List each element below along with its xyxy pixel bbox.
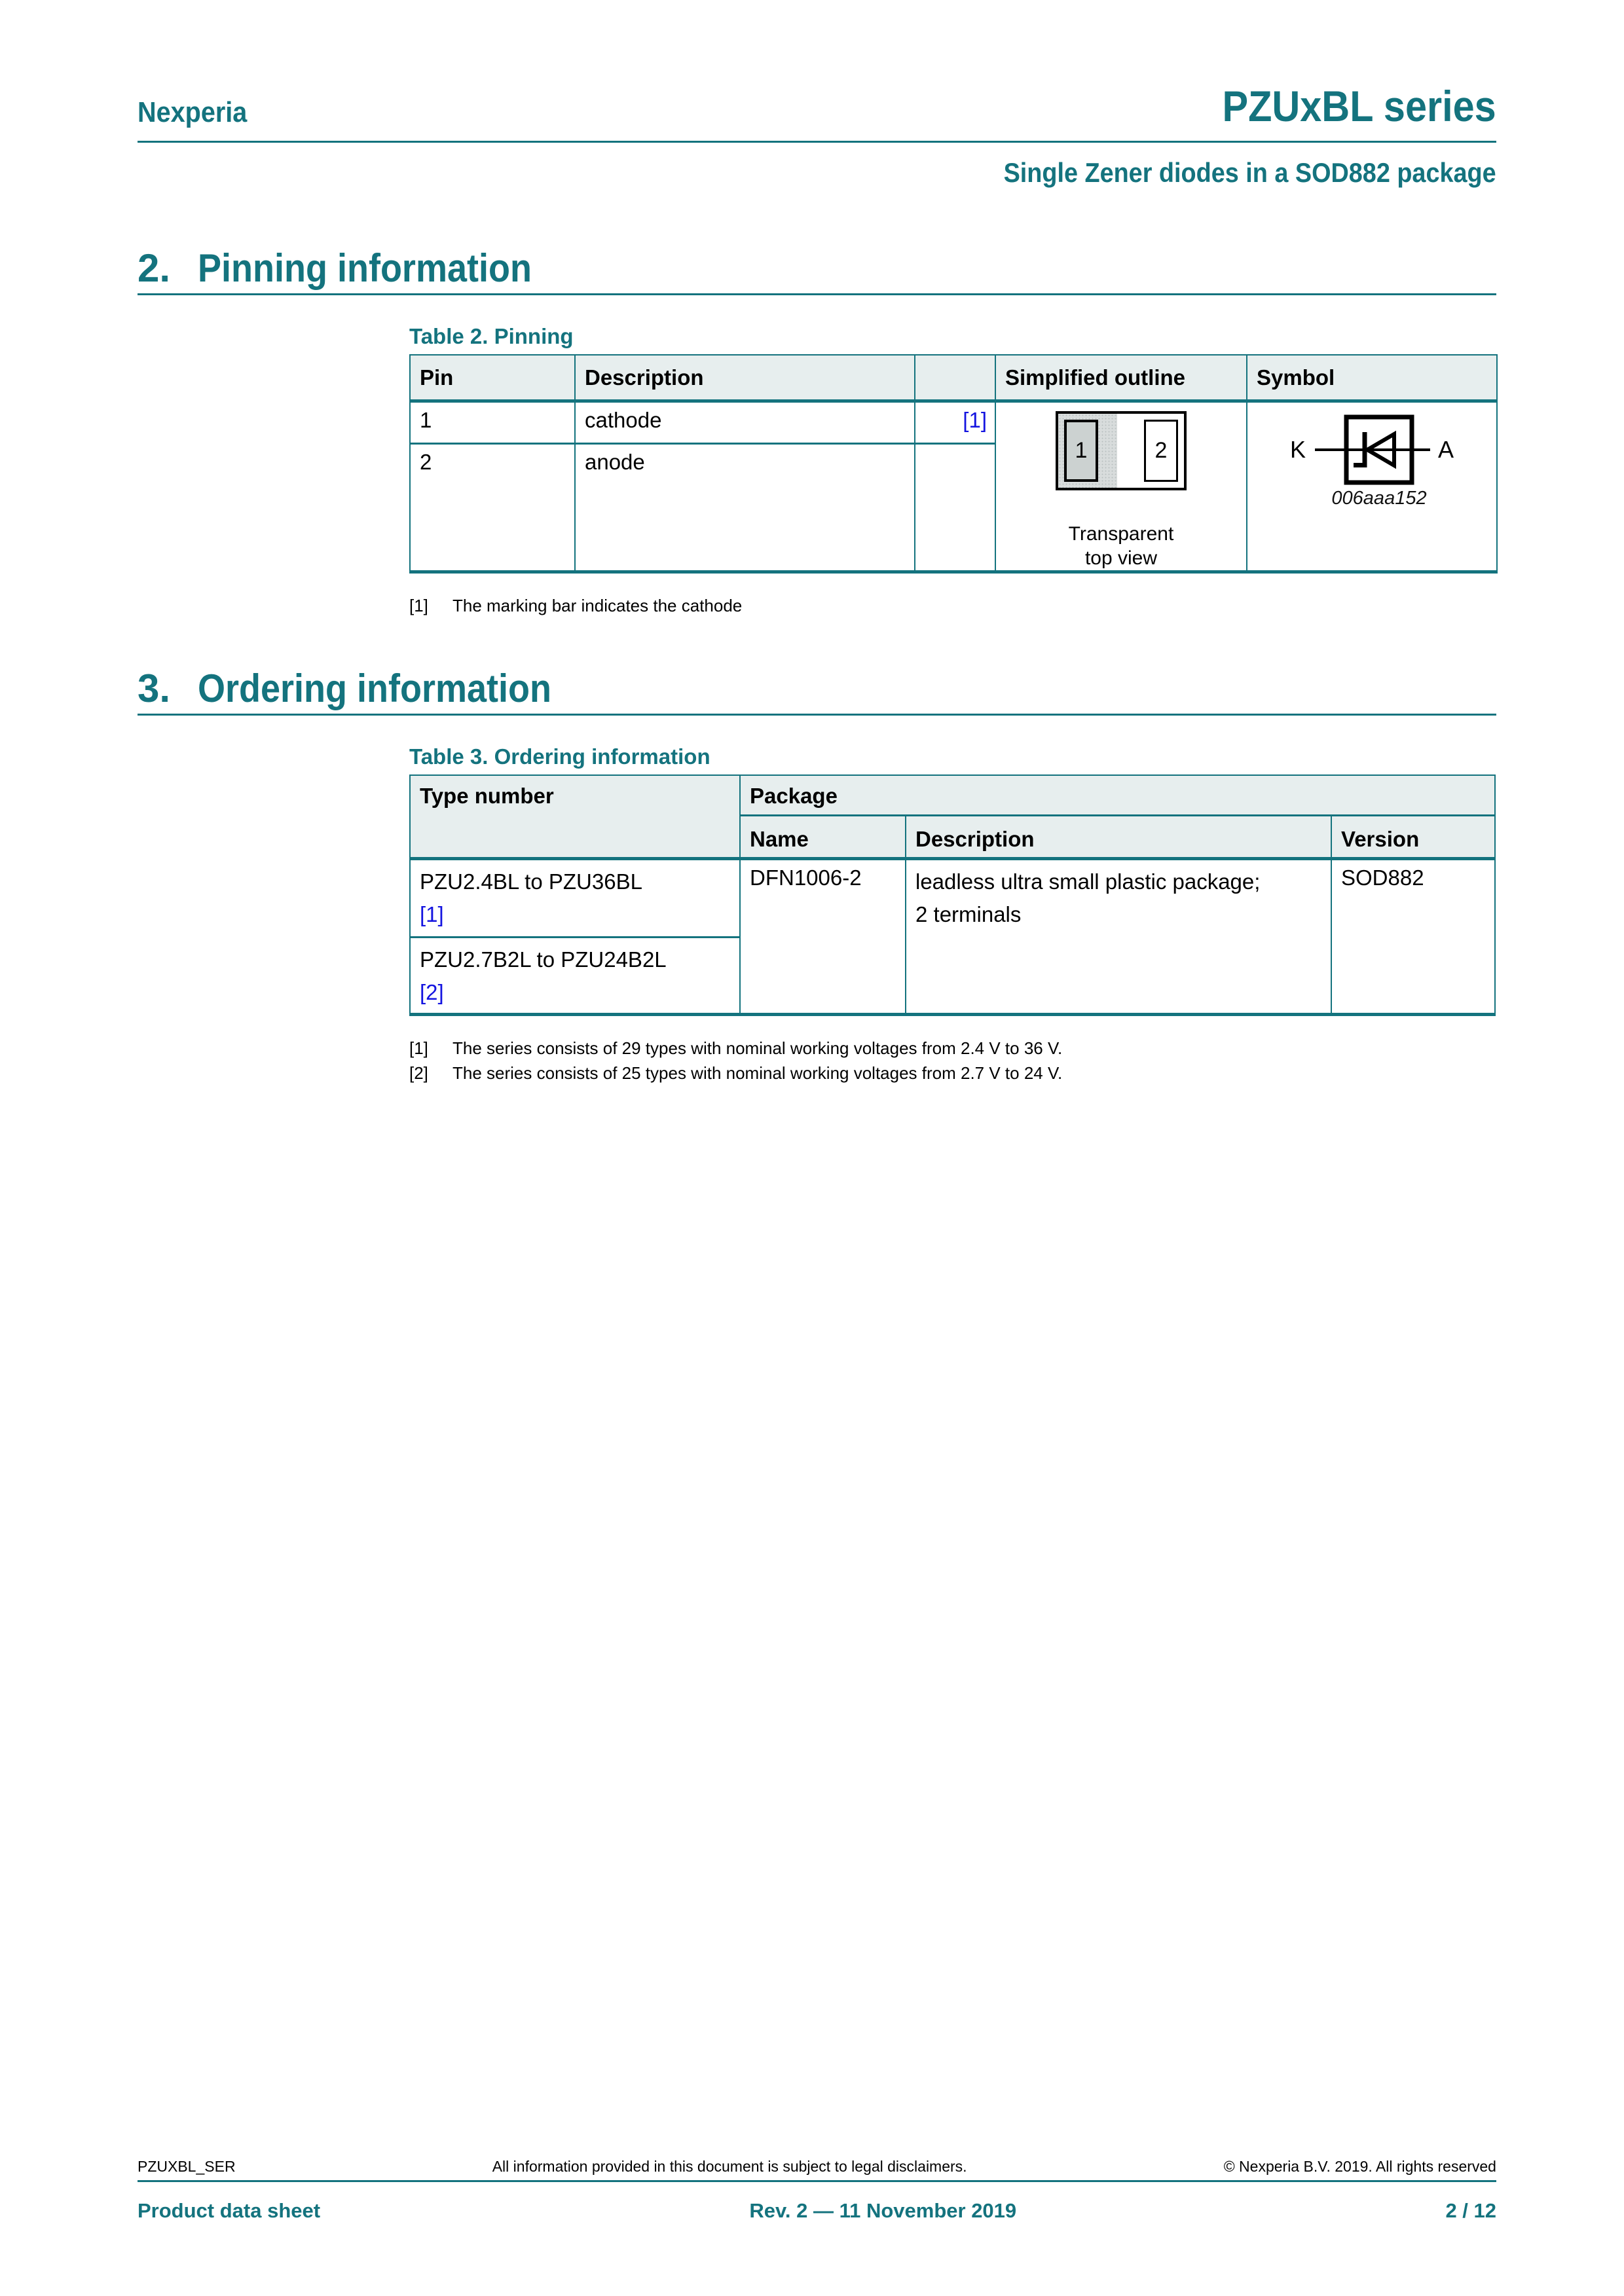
section-pinning-number: 2. [138, 246, 171, 291]
pinning-footnotes [409, 593, 1496, 618]
footnote-ref-1-link[interactable]: [1] [963, 407, 987, 432]
section-ordering-rule [138, 714, 1496, 716]
pinning-header-row [410, 355, 1497, 401]
diode-symbol-figure [1290, 408, 1454, 513]
pinning-table [409, 354, 1498, 574]
outline-caption [1056, 522, 1187, 570]
cathode-label: K [1290, 435, 1306, 463]
package-description-line2: 2 terminals [915, 902, 1022, 927]
pin2-pad-label: 2 [1154, 437, 1168, 463]
footer-main-row [138, 2199, 1496, 2223]
col-header-note [915, 355, 995, 401]
section-ordering-number: 3. [138, 666, 171, 710]
col-header-package: Package [740, 775, 1495, 816]
pin-description-cell: anode [575, 444, 915, 572]
col-header-package-description: Description [906, 816, 1331, 859]
pin-note-cell [915, 401, 995, 444]
footnote-text: The marking bar indicates the cathode [452, 595, 743, 615]
header-rule [138, 141, 1496, 143]
page-header [138, 0, 1496, 129]
section-ordering-heading [138, 668, 1496, 710]
section-pinning-title: Pinning information [198, 246, 532, 291]
footnote-marker: [2] [409, 1063, 428, 1084]
footnote [409, 593, 1496, 618]
package-name-cell: DFN1006-2 [740, 859, 906, 1015]
footer-rule [138, 2180, 1496, 2182]
ordering-table-caption: Table 3. Ordering information [409, 744, 710, 769]
brand-logo: Nexperia [138, 96, 248, 129]
footnote [409, 1036, 1496, 1061]
table-row [410, 859, 1495, 938]
ordering-table [409, 774, 1496, 1017]
type-number-cell [410, 859, 740, 938]
footer-revision: Rev. 2 — 11 November 2019 [749, 2199, 1017, 2222]
section-ordering-title: Ordering information [198, 666, 551, 710]
page-footer [138, 2158, 1496, 2223]
footer-page-number: 2 / 12 [1445, 2199, 1496, 2222]
col-header-simplified-outline: Simplified outline [995, 355, 1247, 401]
pin-description-cell: cathode [575, 401, 915, 444]
footnote-marker: [1] [409, 595, 428, 615]
col-header-symbol: Symbol [1247, 355, 1497, 401]
pin-number-cell: 1 [410, 401, 575, 444]
type-number-cell [410, 938, 740, 1015]
col-header-name: Name [740, 816, 906, 859]
footnote-ref-1-link[interactable]: [1] [420, 902, 444, 927]
simplified-outline-cell [995, 401, 1247, 572]
footnote-text: The series consists of 29 types with nominal working voltages from 2.4 V to 36 V. [452, 1038, 1063, 1059]
footer-copyright: © Nexperia B.V. 2019. All rights reserved [1223, 2158, 1496, 2175]
outline-caption-line1: Transparent [1068, 522, 1174, 545]
symbol-cell [1247, 401, 1497, 572]
pin2-pad [1144, 420, 1178, 482]
section-pinning-heading [138, 247, 1496, 289]
pin-note-cell [915, 444, 995, 572]
pin1-pad-label: 1 [1075, 437, 1088, 463]
subtitle-row [138, 157, 1496, 189]
doc-subtitle: Single Zener diodes in a SOD882 package [1003, 157, 1496, 189]
ordering-footnotes [409, 1036, 1496, 1085]
package-description-cell [906, 859, 1331, 1015]
footer-doc-type: Product data sheet [138, 2199, 321, 2222]
footnote-marker: [1] [409, 1038, 428, 1059]
col-header-description: Description [575, 355, 915, 401]
footnote [409, 1061, 1496, 1085]
package-version-cell: SOD882 [1331, 859, 1495, 1015]
section-pinning-rule [138, 293, 1496, 295]
pin1-pad [1064, 420, 1098, 482]
page-title: PZUxBL series [1222, 82, 1496, 130]
package-description-line1: leadless ultra small plastic package; [915, 869, 1261, 894]
pin-number-cell: 2 [410, 444, 575, 572]
footer-doc-id: PZUXBL_SER [138, 2158, 236, 2175]
col-header-type-number: Type number [410, 775, 740, 859]
footnote-text: The series consists of 25 types with nominal working voltages from 2.7 V to 24 V. [452, 1063, 1063, 1084]
footer-meta-row [138, 2158, 1496, 2176]
figure-code: 006aaa152 [1331, 487, 1427, 509]
table-row [410, 401, 1497, 444]
package-outline-figure [1056, 411, 1187, 570]
ordering-header-row1 [410, 775, 1495, 816]
type-range: PZU2.4BL to PZU36BL [420, 869, 642, 894]
footer-disclaimer: All information provided in this document is subject to legal disclaimers. [492, 2158, 967, 2175]
type-range: PZU2.7B2L to PZU24B2L [420, 947, 667, 972]
col-header-version: Version [1331, 816, 1495, 859]
pinning-table-caption: Table 2. Pinning [409, 324, 574, 349]
footnote-ref-2-link[interactable]: [2] [420, 980, 444, 1005]
package-body [1056, 411, 1187, 490]
outline-caption-line2: top view [1084, 547, 1158, 569]
col-header-pin: Pin [410, 355, 575, 401]
anode-label: A [1437, 435, 1454, 463]
